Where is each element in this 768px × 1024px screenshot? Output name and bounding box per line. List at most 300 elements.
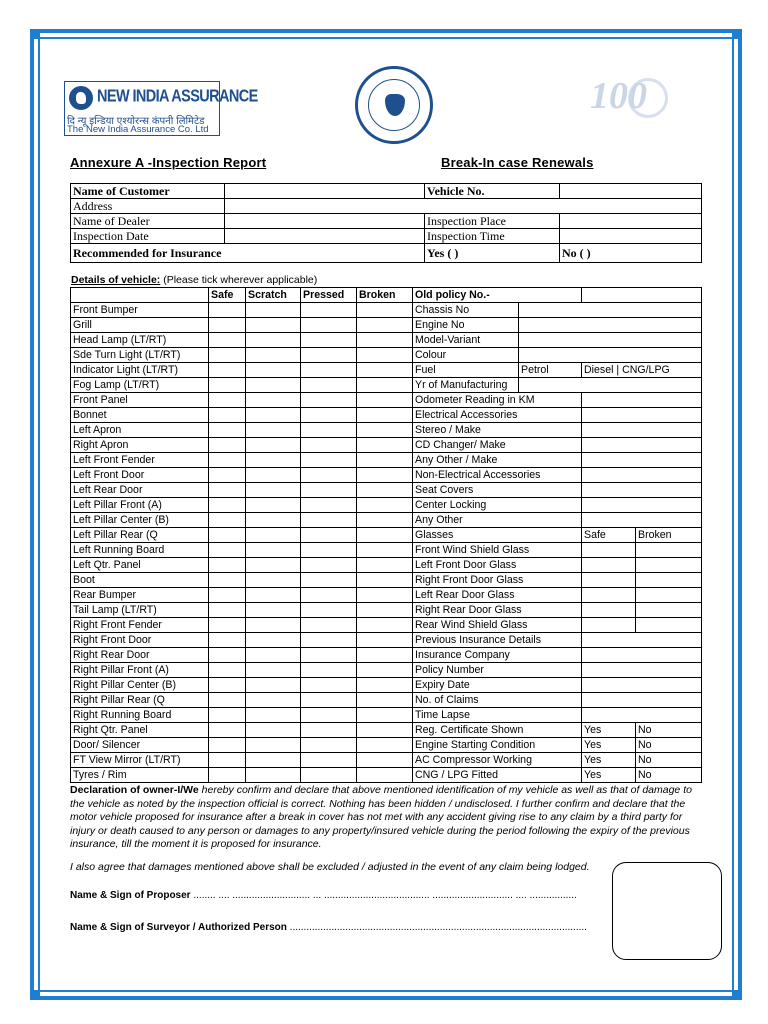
condition-checkbox[interactable] (246, 528, 301, 543)
condition-checkbox[interactable] (209, 678, 246, 693)
detail-label: No (636, 768, 702, 783)
detail-label: Reg. Certificate Shown (413, 723, 582, 738)
detail-label: Yes (582, 723, 636, 738)
condition-checkbox[interactable] (301, 348, 357, 363)
condition-checkbox[interactable] (246, 618, 301, 633)
detail-field[interactable] (582, 588, 636, 603)
detail-label: CD Changer/ Make (413, 438, 582, 453)
part-name: Tyres / Rim (71, 768, 209, 783)
condition-checkbox[interactable] (209, 633, 246, 648)
table-header-row (71, 288, 702, 303)
condition-checkbox[interactable] (301, 363, 357, 378)
condition-checkbox[interactable] (209, 543, 246, 558)
condition-checkbox[interactable] (301, 573, 357, 588)
inspection-time-label: Inspection Time (425, 229, 560, 244)
detail-label: Left Front Door Glass (413, 558, 582, 573)
condition-checkbox[interactable] (357, 378, 413, 393)
condition-checkbox[interactable] (209, 753, 246, 768)
detail-label: CNG / LPG Fitted (413, 768, 582, 783)
condition-checkbox[interactable] (301, 753, 357, 768)
condition-checkbox[interactable] (209, 663, 246, 678)
detail-label: Stereo / Make (413, 423, 582, 438)
detail-field[interactable] (582, 633, 702, 648)
condition-checkbox[interactable] (246, 723, 301, 738)
condition-checkbox[interactable] (246, 738, 301, 753)
detail-label: No (636, 723, 702, 738)
condition-checkbox[interactable] (357, 333, 413, 348)
declaration-text (70, 784, 702, 852)
condition-checkbox[interactable] (301, 393, 357, 408)
condition-checkbox[interactable] (357, 423, 413, 438)
condition-checkbox[interactable] (209, 513, 246, 528)
condition-checkbox[interactable] (357, 468, 413, 483)
condition-checkbox[interactable] (301, 648, 357, 663)
centenary-logo (588, 66, 674, 144)
table-row (71, 453, 702, 468)
agreement-text: I also agree that damages mentioned above shall be excluded / adjusted in the event of any claim being lodged. (70, 861, 590, 873)
detail-field[interactable] (636, 588, 702, 603)
column-header: Pressed (301, 288, 357, 303)
condition-checkbox[interactable] (301, 543, 357, 558)
detail-field[interactable] (582, 573, 636, 588)
part-name: Right Qtr. Panel (71, 723, 209, 738)
table-row (71, 318, 702, 333)
condition-checkbox[interactable] (209, 693, 246, 708)
part-name: FT View Mirror (LT/RT) (71, 753, 209, 768)
detail-field[interactable] (582, 618, 636, 633)
recommended-yes[interactable]: Yes ( ) (425, 244, 560, 263)
condition-checkbox[interactable] (246, 468, 301, 483)
detail-label: No. of Claims (413, 693, 582, 708)
border-corner (30, 29, 40, 39)
detail-label: Policy Number (413, 663, 582, 678)
detail-label: Right Rear Door Glass (413, 603, 582, 618)
condition-checkbox[interactable] (209, 573, 246, 588)
condition-checkbox[interactable] (357, 543, 413, 558)
part-name: Front Panel (71, 393, 209, 408)
inspection-place-label: Inspection Place (425, 214, 560, 229)
part-name: Door/ Silencer (71, 738, 209, 753)
detail-field[interactable] (582, 648, 702, 663)
table-row (71, 543, 702, 558)
condition-checkbox[interactable] (357, 528, 413, 543)
condition-checkbox[interactable] (357, 438, 413, 453)
detail-field[interactable] (519, 378, 702, 393)
condition-checkbox[interactable] (246, 453, 301, 468)
condition-checkbox[interactable] (301, 468, 357, 483)
condition-checkbox[interactable] (246, 393, 301, 408)
table-row (71, 753, 702, 768)
part-name: Tail Lamp (LT/RT) (71, 603, 209, 618)
detail-field[interactable] (636, 603, 702, 618)
condition-checkbox[interactable] (301, 378, 357, 393)
detail-label: Any Other / Make (413, 453, 582, 468)
condition-checkbox[interactable] (209, 423, 246, 438)
part-name: Left Front Fender (71, 453, 209, 468)
detail-field[interactable] (636, 558, 702, 573)
part-name: Grill (71, 318, 209, 333)
part-name: Right Front Door (71, 633, 209, 648)
part-name: Left Front Door (71, 468, 209, 483)
declaration-title: Declaration of owner-I/We (70, 784, 199, 796)
table-row (71, 633, 702, 648)
part-name: Left Apron (71, 423, 209, 438)
condition-checkbox[interactable] (301, 558, 357, 573)
condition-checkbox[interactable] (209, 618, 246, 633)
condition-checkbox[interactable] (246, 318, 301, 333)
detail-label: Any Other (413, 513, 582, 528)
condition-checkbox[interactable] (246, 303, 301, 318)
detail-label: Previous Insurance Details (413, 633, 582, 648)
detail-label: Yes (582, 738, 636, 753)
detail-field[interactable] (519, 318, 702, 333)
condition-checkbox[interactable] (209, 453, 246, 468)
table-row (71, 498, 702, 513)
table-row (71, 393, 702, 408)
condition-checkbox[interactable] (301, 483, 357, 498)
table-row (71, 768, 702, 783)
condition-checkbox[interactable] (357, 513, 413, 528)
part-name: Right Running Board (71, 708, 209, 723)
part-name: Left Pillar Rear (Q (71, 528, 209, 543)
condition-checkbox[interactable] (209, 528, 246, 543)
condition-checkbox[interactable] (357, 588, 413, 603)
condition-checkbox[interactable] (246, 378, 301, 393)
detail-field[interactable] (582, 408, 702, 423)
condition-checkbox[interactable] (357, 318, 413, 333)
table-row (71, 528, 702, 543)
detail-label: Non-Electrical Accessories (413, 468, 582, 483)
condition-checkbox[interactable] (301, 438, 357, 453)
condition-checkbox[interactable] (357, 483, 413, 498)
part-name: Right Rear Door (71, 648, 209, 663)
logo-english-name: The New India Assurance Co. Ltd (67, 124, 209, 135)
detail-label: Yes (582, 768, 636, 783)
detail-label: No (636, 738, 702, 753)
condition-checkbox[interactable] (246, 588, 301, 603)
column-header: Scratch (246, 288, 301, 303)
condition-checkbox[interactable] (209, 363, 246, 378)
condition-checkbox[interactable] (246, 693, 301, 708)
header-blank (71, 288, 209, 303)
logo-title: NEW INDIA ASSURANCE (97, 87, 258, 107)
part-name: Boot (71, 573, 209, 588)
proposer-sign-label: Name & Sign of Proposer (70, 890, 191, 901)
condition-checkbox[interactable] (209, 318, 246, 333)
detail-label: Chassis No (413, 303, 519, 318)
condition-checkbox[interactable] (209, 603, 246, 618)
vehicle-details-table (70, 287, 702, 783)
globe-icon (69, 86, 93, 110)
detail-label: Safe (582, 528, 636, 543)
company-logo (64, 81, 258, 136)
part-name: Left Pillar Front (A) (71, 498, 209, 513)
part-name: Right Pillar Front (A) (71, 663, 209, 678)
condition-checkbox[interactable] (357, 603, 413, 618)
old-policy-field[interactable] (582, 288, 702, 303)
border-corner (732, 29, 742, 39)
detail-field[interactable] (636, 573, 702, 588)
condition-checkbox[interactable] (357, 453, 413, 468)
proposer-signature-line[interactable] (70, 890, 577, 901)
condition-checkbox[interactable] (357, 753, 413, 768)
detail-field[interactable] (519, 333, 702, 348)
inspection-time-field[interactable] (560, 229, 702, 244)
vehicle-no-field[interactable] (560, 184, 702, 199)
condition-checkbox[interactable] (209, 723, 246, 738)
condition-checkbox[interactable] (209, 333, 246, 348)
declaration-body: hereby confirm and declare that above mentioned identification of my vehicle as well as that of damage to the vehicle as noted by the inspection official is correct. Nothing has been hidden / undisclosed. I further confirm and declare that the motor vehicle proposed for insurance after a break in cover has not met with any accident giving rise to any claim by a third party for injury or death caused to any person or damages to any property/insured vehicle during the period following the expiry of the previous insurance, till the moment it is proposed for insurance. (70, 784, 692, 851)
condition-checkbox[interactable] (301, 768, 357, 783)
condition-checkbox[interactable] (209, 468, 246, 483)
condition-checkbox[interactable] (246, 408, 301, 423)
detail-field[interactable] (582, 498, 702, 513)
detail-field[interactable] (519, 303, 702, 318)
surveyor-sign-label: Name & Sign of Surveyor / Authorized Person (70, 922, 287, 933)
condition-checkbox[interactable] (301, 708, 357, 723)
table-row (71, 468, 702, 483)
condition-checkbox[interactable] (301, 723, 357, 738)
condition-checkbox[interactable] (246, 768, 301, 783)
condition-checkbox[interactable] (357, 363, 413, 378)
part-name: Sde Turn Light (LT/RT) (71, 348, 209, 363)
detail-label: Fuel (413, 363, 519, 378)
table-row (71, 378, 702, 393)
name-of-customer-label: Name of Customer (71, 184, 225, 199)
table-row (71, 663, 702, 678)
inspection-place-field[interactable] (560, 214, 702, 229)
condition-checkbox[interactable] (357, 633, 413, 648)
condition-checkbox[interactable] (301, 738, 357, 753)
table-row (71, 618, 702, 633)
detail-label: Diesel | CNG/LPG (582, 363, 702, 378)
condition-checkbox[interactable] (301, 318, 357, 333)
condition-checkbox[interactable] (246, 678, 301, 693)
condition-checkbox[interactable] (357, 348, 413, 363)
surveyor-signature-line[interactable] (70, 922, 587, 933)
condition-checkbox[interactable] (246, 558, 301, 573)
part-name: Right Pillar Center (B) (71, 678, 209, 693)
condition-checkbox[interactable] (246, 753, 301, 768)
part-name: Rear Bumper (71, 588, 209, 603)
condition-checkbox[interactable] (246, 573, 301, 588)
detail-label: Time Lapse (413, 708, 582, 723)
detail-label: Seat Covers (413, 483, 582, 498)
condition-checkbox[interactable] (357, 648, 413, 663)
table-row (71, 573, 702, 588)
condition-checkbox[interactable] (209, 648, 246, 663)
detail-field[interactable] (582, 603, 636, 618)
condition-checkbox[interactable] (357, 303, 413, 318)
condition-checkbox[interactable] (357, 393, 413, 408)
detail-field[interactable] (582, 423, 702, 438)
condition-checkbox[interactable] (246, 603, 301, 618)
condition-checkbox[interactable] (357, 738, 413, 753)
condition-checkbox[interactable] (246, 633, 301, 648)
condition-checkbox[interactable] (246, 648, 301, 663)
condition-checkbox[interactable] (246, 663, 301, 678)
condition-checkbox[interactable] (301, 528, 357, 543)
part-name: Left Running Board (71, 543, 209, 558)
recommended-no[interactable]: No ( ) (560, 244, 702, 263)
condition-checkbox[interactable] (301, 588, 357, 603)
detail-label: Engine Starting Condition (413, 738, 582, 753)
report-subtitle: Break-In case Renewals (441, 155, 594, 170)
detail-field[interactable] (582, 678, 702, 693)
table-row (71, 513, 702, 528)
proposer-dots: ........ .... ............................ ... ...................................... ............................. .... ................. (190, 890, 577, 901)
detail-label: Center Locking (413, 498, 582, 513)
detail-field[interactable] (582, 483, 702, 498)
condition-checkbox[interactable] (209, 768, 246, 783)
condition-checkbox[interactable] (301, 453, 357, 468)
part-name: Right Apron (71, 438, 209, 453)
condition-checkbox[interactable] (246, 423, 301, 438)
detail-field[interactable] (582, 453, 702, 468)
table-row (71, 408, 702, 423)
detail-label: AC Compressor Working (413, 753, 582, 768)
name-of-dealer-field[interactable] (225, 214, 425, 229)
address-field[interactable] (225, 199, 702, 214)
detail-field[interactable] (519, 348, 702, 363)
condition-checkbox[interactable] (209, 393, 246, 408)
condition-checkbox[interactable] (246, 498, 301, 513)
condition-checkbox[interactable] (357, 693, 413, 708)
detail-field[interactable] (582, 558, 636, 573)
condition-checkbox[interactable] (209, 498, 246, 513)
detail-field[interactable] (582, 693, 702, 708)
detail-field[interactable] (636, 618, 702, 633)
surveyor-dots: ........................................................................................................... (286, 922, 587, 933)
condition-checkbox[interactable] (301, 498, 357, 513)
condition-checkbox[interactable] (301, 423, 357, 438)
condition-checkbox[interactable] (246, 348, 301, 363)
border-corner (732, 990, 742, 1000)
condition-checkbox[interactable] (357, 498, 413, 513)
detail-label: Model-Variant (413, 333, 519, 348)
condition-checkbox[interactable] (301, 618, 357, 633)
recommended-label: Recommended for Insurance (71, 244, 425, 263)
detail-field[interactable] (582, 543, 636, 558)
detail-label: Yes (582, 753, 636, 768)
condition-checkbox[interactable] (246, 543, 301, 558)
detail-field[interactable] (582, 393, 702, 408)
company-seal-icon (355, 66, 433, 144)
condition-checkbox[interactable] (357, 768, 413, 783)
logo-hindi-name: दि न्यू इन्डिया एश्योरन्स कंपनी लिमिटेड (67, 116, 205, 127)
condition-checkbox[interactable] (209, 348, 246, 363)
condition-checkbox[interactable] (301, 333, 357, 348)
condition-checkbox[interactable] (209, 738, 246, 753)
customer-details-table (70, 183, 702, 263)
table-row (71, 558, 702, 573)
condition-checkbox[interactable] (246, 333, 301, 348)
condition-checkbox[interactable] (209, 438, 246, 453)
condition-checkbox[interactable] (246, 483, 301, 498)
table-row (71, 678, 702, 693)
detail-label: Odometer Reading in KM (413, 393, 582, 408)
photo-box[interactable] (612, 862, 722, 960)
condition-checkbox[interactable] (357, 573, 413, 588)
detail-field[interactable] (582, 663, 702, 678)
detail-label: Insurance Company (413, 648, 582, 663)
seal-inner-ring (368, 79, 420, 131)
detail-label: Electrical Accessories (413, 408, 582, 423)
detail-label: Petrol (519, 363, 582, 378)
condition-checkbox[interactable] (246, 513, 301, 528)
condition-checkbox[interactable] (209, 378, 246, 393)
detail-field[interactable] (582, 468, 702, 483)
table-row (71, 348, 702, 363)
condition-checkbox[interactable] (246, 438, 301, 453)
detail-label: Colour (413, 348, 519, 363)
detail-field[interactable] (582, 438, 702, 453)
table-row (71, 693, 702, 708)
condition-checkbox[interactable] (301, 663, 357, 678)
vehicle-details-label (71, 274, 317, 286)
table-row (71, 483, 702, 498)
border-corner (30, 990, 40, 1000)
report-title: Annexure A -Inspection Report (70, 155, 267, 170)
column-header: Safe (209, 288, 246, 303)
column-header: Broken (357, 288, 413, 303)
condition-checkbox[interactable] (301, 513, 357, 528)
condition-checkbox[interactable] (301, 303, 357, 318)
detail-label: Right Front Door Glass (413, 573, 582, 588)
detail-label: No (636, 753, 702, 768)
condition-checkbox[interactable] (301, 693, 357, 708)
part-name: Indicator Light (LT/RT) (71, 363, 209, 378)
table-row (71, 588, 702, 603)
condition-checkbox[interactable] (301, 678, 357, 693)
india-map-icon (385, 94, 405, 116)
condition-checkbox[interactable] (301, 603, 357, 618)
name-of-customer-field[interactable] (225, 184, 425, 199)
condition-checkbox[interactable] (357, 708, 413, 723)
part-name: Front Bumper (71, 303, 209, 318)
detail-label: Expiry Date (413, 678, 582, 693)
condition-checkbox[interactable] (357, 723, 413, 738)
condition-checkbox[interactable] (246, 708, 301, 723)
condition-checkbox[interactable] (209, 303, 246, 318)
condition-checkbox[interactable] (209, 558, 246, 573)
condition-checkbox[interactable] (357, 678, 413, 693)
detail-field[interactable] (636, 543, 702, 558)
condition-checkbox[interactable] (246, 363, 301, 378)
table-row (71, 333, 702, 348)
condition-checkbox[interactable] (357, 408, 413, 423)
table-row (71, 438, 702, 453)
condition-checkbox[interactable] (357, 663, 413, 678)
condition-checkbox[interactable] (357, 558, 413, 573)
condition-checkbox[interactable] (301, 633, 357, 648)
part-name: Right Pillar Rear (Q (71, 693, 209, 708)
inspection-date-field[interactable] (225, 229, 425, 244)
condition-checkbox[interactable] (357, 618, 413, 633)
name-of-dealer-label: Name of Dealer (71, 214, 225, 229)
condition-checkbox[interactable] (209, 483, 246, 498)
table-row (71, 708, 702, 723)
detail-field[interactable] (582, 708, 702, 723)
condition-checkbox[interactable] (209, 708, 246, 723)
detail-field[interactable] (582, 513, 702, 528)
part-name: Left Qtr. Panel (71, 558, 209, 573)
condition-checkbox[interactable] (209, 588, 246, 603)
detail-label: Yr of Manufacturing (413, 378, 519, 393)
condition-checkbox[interactable] (209, 408, 246, 423)
condition-checkbox[interactable] (301, 408, 357, 423)
part-name: Bonnet (71, 408, 209, 423)
